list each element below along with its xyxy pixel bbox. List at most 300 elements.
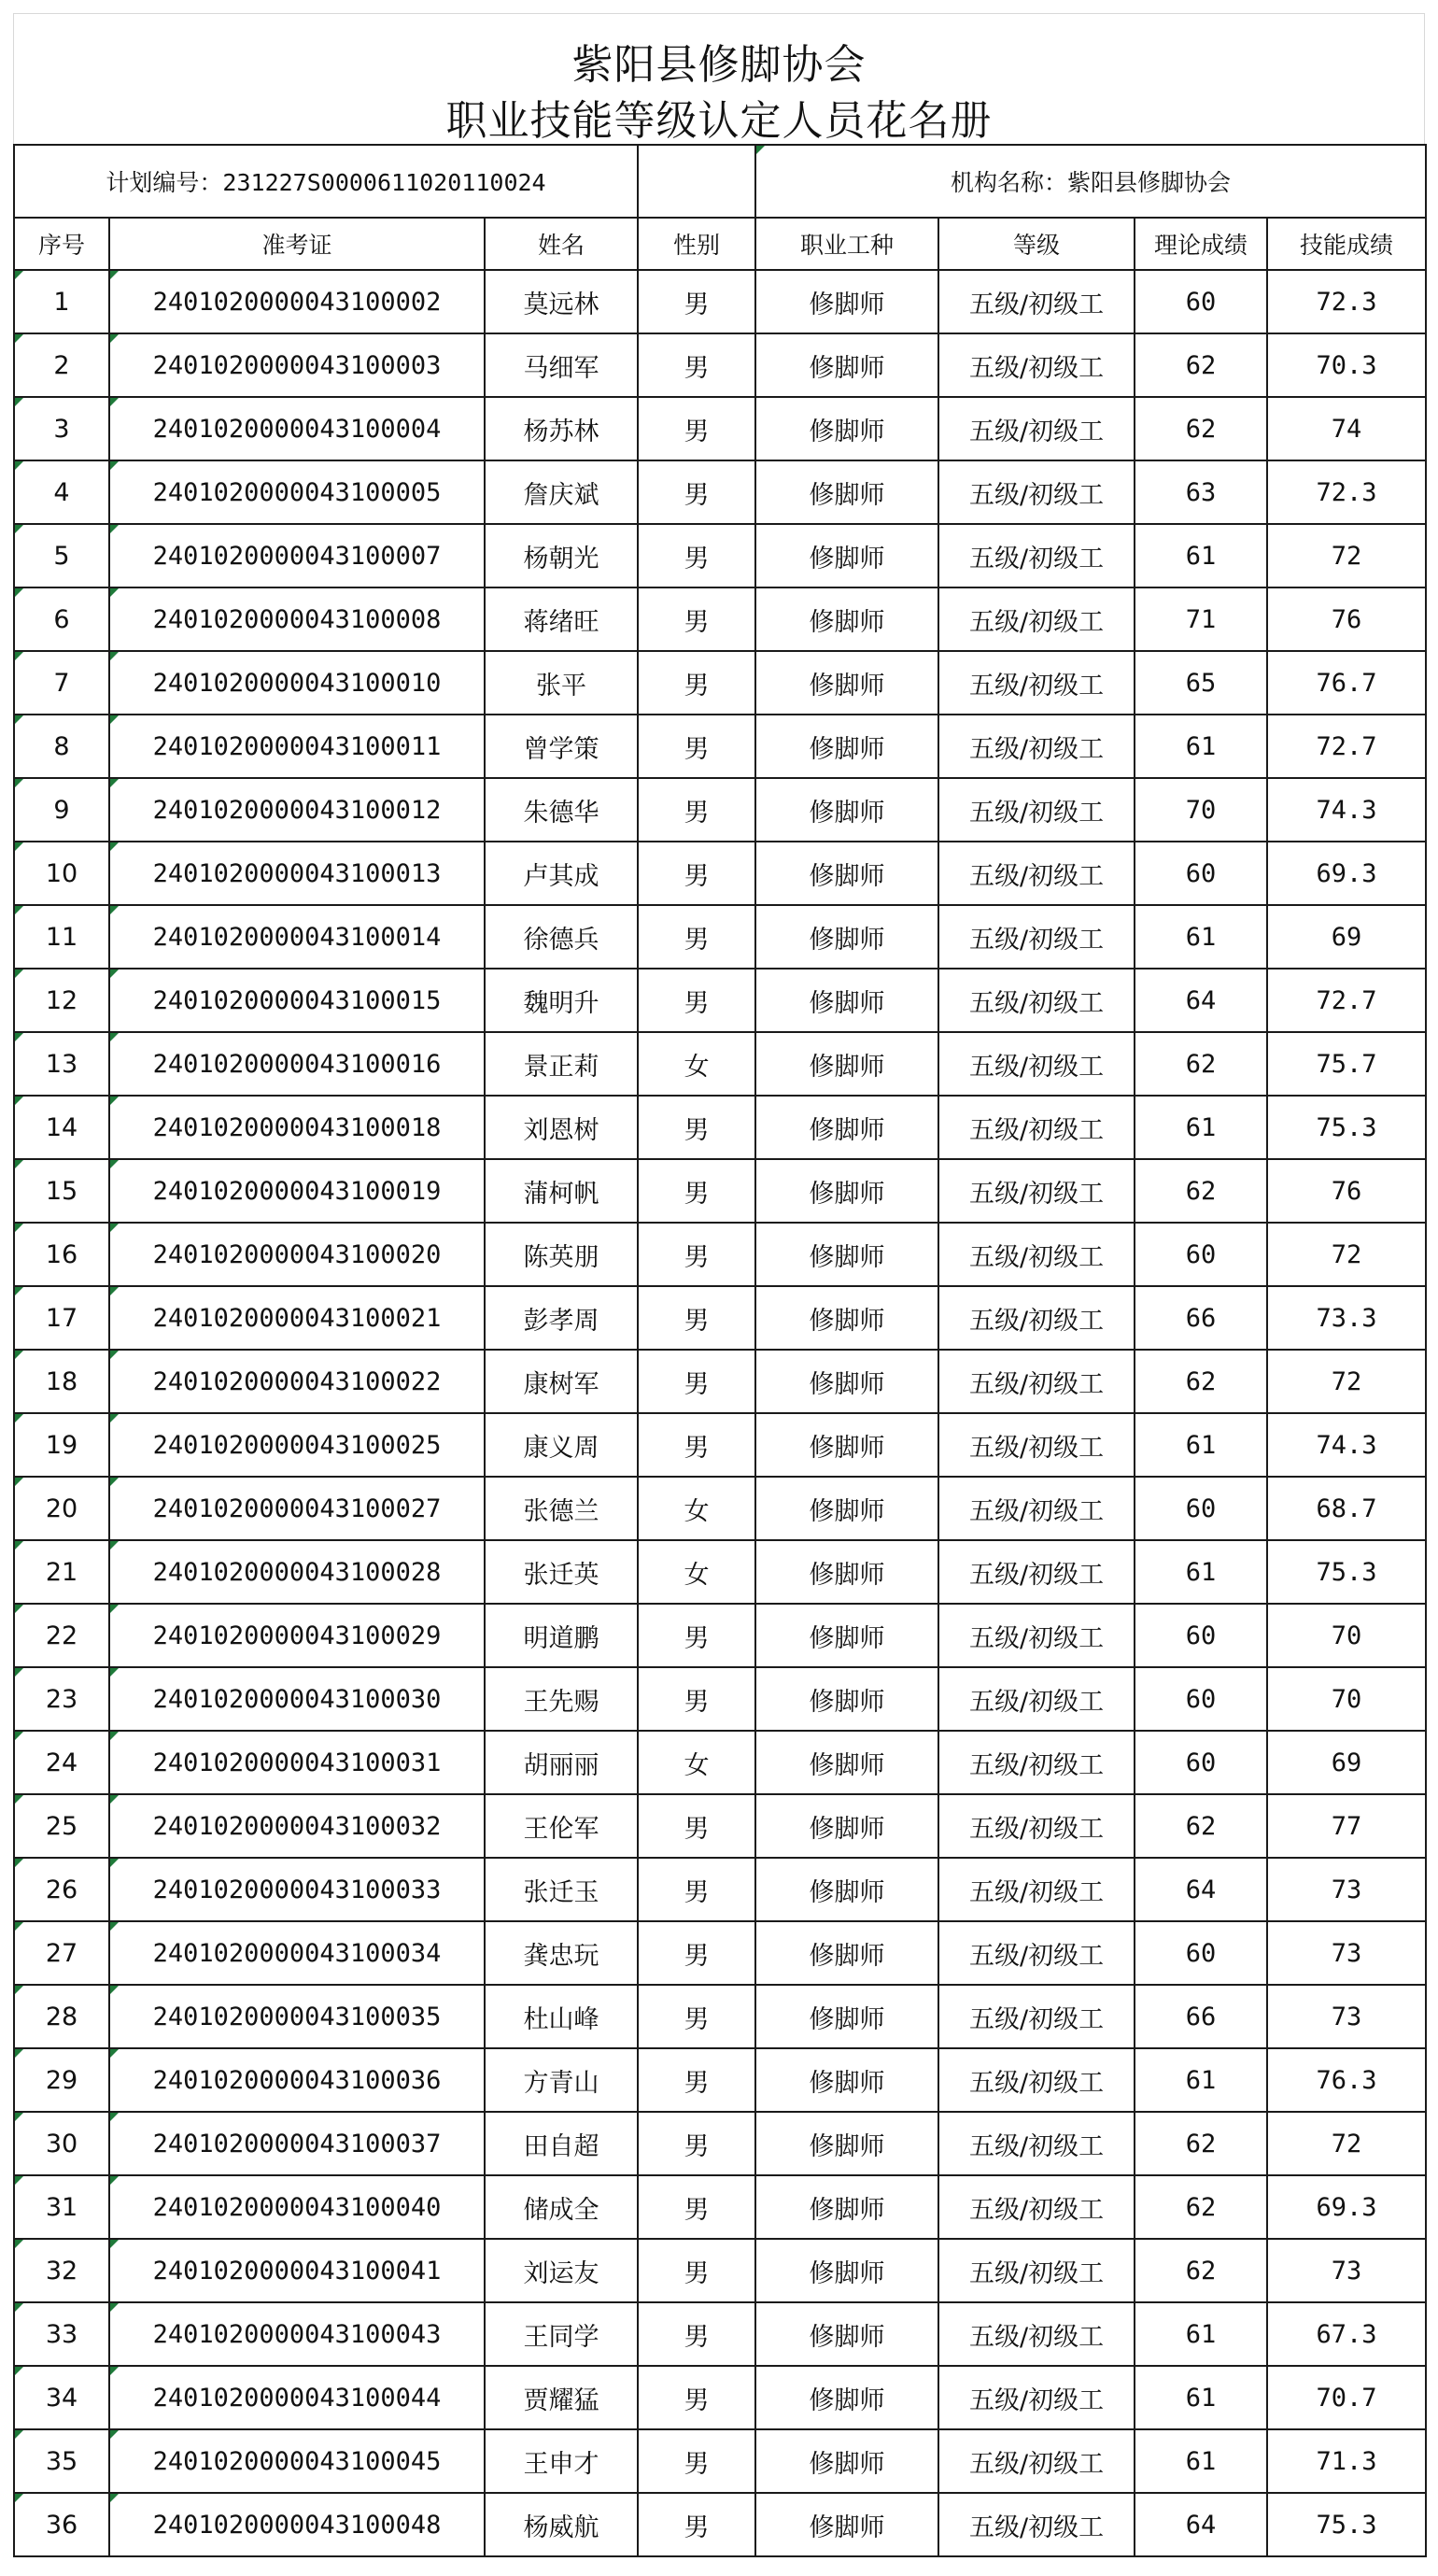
skill-score-cell: 72: [1267, 1223, 1426, 1286]
document-title: 紫阳县修脚协会: [571, 41, 867, 89]
exam-id-cell: 2401020000043100005: [109, 460, 485, 524]
skill-score-cell: 76: [1267, 1159, 1426, 1223]
gender-cell: 女: [638, 1731, 755, 1794]
table-row: [14, 2048, 1426, 2112]
gender-cell: 男: [638, 2175, 755, 2239]
table-row: [14, 1032, 1426, 1096]
skill-score-cell: 70: [1267, 1604, 1426, 1667]
skill-score-cell: 73: [1267, 1858, 1426, 1921]
theory-score-cell: 60: [1135, 842, 1267, 905]
table-row: [14, 905, 1426, 969]
skill-score-cell: 75.7: [1267, 1032, 1426, 1096]
gender-cell: 男: [638, 1413, 755, 1477]
theory-score-cell: 62: [1135, 1159, 1267, 1223]
table-row: [14, 1794, 1426, 1858]
name-cell: 朱德华: [485, 778, 638, 842]
name-cell: 卢其成: [485, 842, 638, 905]
row-number: 26: [14, 1858, 109, 1921]
level-cell: 五级/初级工: [938, 905, 1135, 969]
job-cell: 修脚师: [755, 1921, 938, 1985]
skill-score-cell: 72: [1267, 2112, 1426, 2175]
gender-cell: 男: [638, 842, 755, 905]
name-cell: 詹庆斌: [485, 460, 638, 524]
job-cell: 修脚师: [755, 587, 938, 651]
theory-score-cell: 61: [1135, 2048, 1267, 2112]
exam-id-cell: 2401020000043100045: [109, 2429, 485, 2493]
job-cell: 修脚师: [755, 1540, 938, 1604]
exam-id-cell: 2401020000043100008: [109, 587, 485, 651]
table-row: [14, 270, 1426, 333]
col-header-level: 等级: [938, 218, 1135, 270]
skill-score-cell: 72: [1267, 1350, 1426, 1413]
theory-score-cell: 62: [1135, 1350, 1267, 1413]
gender-cell: 男: [638, 1794, 755, 1858]
job-cell: 修脚师: [755, 1096, 938, 1159]
level-cell: 五级/初级工: [938, 1032, 1135, 1096]
level-cell: 五级/初级工: [938, 1794, 1135, 1858]
exam-id-cell: 2401020000043100025: [109, 1413, 485, 1477]
name-cell: 张迁英: [485, 1540, 638, 1604]
row-number: 12: [14, 969, 109, 1032]
level-cell: 五级/初级工: [938, 1731, 1135, 1794]
row-number: 23: [14, 1667, 109, 1731]
table-row: [14, 1096, 1426, 1159]
row-number: 22: [14, 1604, 109, 1667]
job-cell: 修脚师: [755, 969, 938, 1032]
gender-cell: 男: [638, 1159, 755, 1223]
theory-score-cell: 62: [1135, 1794, 1267, 1858]
gender-cell: 男: [638, 1350, 755, 1413]
level-cell: 五级/初级工: [938, 1413, 1135, 1477]
skill-score-cell: 71.3: [1267, 2429, 1426, 2493]
skill-score-cell: 70.7: [1267, 2366, 1426, 2429]
gender-cell: 男: [638, 1286, 755, 1350]
exam-id-cell: 2401020000043100028: [109, 1540, 485, 1604]
name-cell: 王申才: [485, 2429, 638, 2493]
theory-score-cell: 65: [1135, 651, 1267, 715]
row-number: 10: [14, 842, 109, 905]
job-cell: 修脚师: [755, 1667, 938, 1731]
row-number: 15: [14, 1159, 109, 1223]
row-number: 5: [14, 524, 109, 587]
document-subtitle: 职业技能等级认定人员花名册: [445, 97, 993, 145]
level-cell: 五级/初级工: [938, 333, 1135, 397]
table-row: [14, 1477, 1426, 1540]
gender-cell: 男: [638, 587, 755, 651]
level-cell: 五级/初级工: [938, 1159, 1135, 1223]
row-number: 25: [14, 1794, 109, 1858]
name-cell: 胡丽丽: [485, 1731, 638, 1794]
job-cell: 修脚师: [755, 905, 938, 969]
skill-score-cell: 75.3: [1267, 1096, 1426, 1159]
exam-id-cell: 2401020000043100014: [109, 905, 485, 969]
organization-name: 机构名称：紫阳县修脚协会: [755, 145, 1426, 218]
level-cell: 五级/初级工: [938, 2429, 1135, 2493]
theory-score-cell: 62: [1135, 397, 1267, 460]
exam-id-cell: 2401020000043100037: [109, 2112, 485, 2175]
name-cell: 莫远林: [485, 270, 638, 333]
gender-cell: 男: [638, 715, 755, 778]
job-cell: 修脚师: [755, 1477, 938, 1540]
col-header-skill-score: 技能成绩: [1267, 218, 1426, 270]
theory-score-cell: 61: [1135, 1540, 1267, 1604]
exam-id-cell: 2401020000043100013: [109, 842, 485, 905]
level-cell: 五级/初级工: [938, 460, 1135, 524]
gender-cell: 男: [638, 1921, 755, 1985]
level-cell: 五级/初级工: [938, 2175, 1135, 2239]
table-row: [14, 1350, 1426, 1413]
gender-cell: 男: [638, 2429, 755, 2493]
exam-id-cell: 2401020000043100022: [109, 1350, 485, 1413]
exam-id-cell: 2401020000043100034: [109, 1921, 485, 1985]
job-cell: 修脚师: [755, 2493, 938, 2556]
row-number: 29: [14, 2048, 109, 2112]
exam-id-cell: 2401020000043100004: [109, 397, 485, 460]
col-header-theory-score: 理论成绩: [1135, 218, 1267, 270]
table-row: [14, 1604, 1426, 1667]
theory-score-cell: 60: [1135, 270, 1267, 333]
title-box: [13, 13, 1425, 145]
gender-cell: 女: [638, 1032, 755, 1096]
job-cell: 修脚师: [755, 397, 938, 460]
gender-cell: 男: [638, 2112, 755, 2175]
table-row: [14, 1223, 1426, 1286]
job-cell: 修脚师: [755, 333, 938, 397]
table-row: [14, 842, 1426, 905]
name-cell: 方青山: [485, 2048, 638, 2112]
table-row: [14, 2302, 1426, 2366]
name-cell: 马细军: [485, 333, 638, 397]
job-cell: 修脚师: [755, 715, 938, 778]
gender-cell: 男: [638, 2366, 755, 2429]
gender-cell: 男: [638, 1985, 755, 2048]
row-number: 31: [14, 2175, 109, 2239]
theory-score-cell: 63: [1135, 460, 1267, 524]
col-header-exam-id: 准考证: [109, 218, 485, 270]
table-row: [14, 2112, 1426, 2175]
exam-id-cell: 2401020000043100048: [109, 2493, 485, 2556]
level-cell: 五级/初级工: [938, 1985, 1135, 2048]
gender-cell: 男: [638, 651, 755, 715]
name-cell: 陈英朋: [485, 1223, 638, 1286]
job-cell: 修脚师: [755, 1731, 938, 1794]
theory-score-cell: 60: [1135, 1477, 1267, 1540]
name-cell: 田自超: [485, 2112, 638, 2175]
gender-cell: 女: [638, 1540, 755, 1604]
level-cell: 五级/初级工: [938, 1667, 1135, 1731]
row-number: 30: [14, 2112, 109, 2175]
gender-cell: 男: [638, 969, 755, 1032]
level-cell: 五级/初级工: [938, 2366, 1135, 2429]
roster-table: [13, 144, 1427, 2557]
skill-score-cell: 72.7: [1267, 715, 1426, 778]
exam-id-cell: 2401020000043100043: [109, 2302, 485, 2366]
job-cell: 修脚师: [755, 778, 938, 842]
skill-score-cell: 72: [1267, 524, 1426, 587]
row-number: 6: [14, 587, 109, 651]
col-header-no: 序号: [14, 218, 109, 270]
skill-score-cell: 76.3: [1267, 2048, 1426, 2112]
name-cell: 王同学: [485, 2302, 638, 2366]
exam-id-cell: 2401020000043100027: [109, 1477, 485, 1540]
name-cell: 明道鹏: [485, 1604, 638, 1667]
theory-score-cell: 64: [1135, 969, 1267, 1032]
level-cell: 五级/初级工: [938, 1858, 1135, 1921]
name-cell: 杨威航: [485, 2493, 638, 2556]
level-cell: 五级/初级工: [938, 651, 1135, 715]
skill-score-cell: 69.3: [1267, 2175, 1426, 2239]
job-cell: 修脚师: [755, 2429, 938, 2493]
job-cell: 修脚师: [755, 2175, 938, 2239]
row-number: 28: [14, 1985, 109, 2048]
exam-id-cell: 2401020000043100041: [109, 2239, 485, 2302]
gender-cell: 男: [638, 397, 755, 460]
row-number: 11: [14, 905, 109, 969]
theory-score-cell: 62: [1135, 2112, 1267, 2175]
job-cell: 修脚师: [755, 1223, 938, 1286]
theory-score-cell: 60: [1135, 1731, 1267, 1794]
level-cell: 五级/初级工: [938, 1286, 1135, 1350]
theory-score-cell: 61: [1135, 905, 1267, 969]
skill-score-cell: 70: [1267, 1667, 1426, 1731]
exam-id-cell: 2401020000043100015: [109, 969, 485, 1032]
name-cell: 储成全: [485, 2175, 638, 2239]
level-cell: 五级/初级工: [938, 778, 1135, 842]
skill-score-cell: 72.3: [1267, 270, 1426, 333]
gender-cell: 男: [638, 1223, 755, 1286]
skill-score-cell: 73: [1267, 1921, 1426, 1985]
skill-score-cell: 69.3: [1267, 842, 1426, 905]
theory-score-cell: 61: [1135, 1413, 1267, 1477]
theory-score-cell: 61: [1135, 2429, 1267, 2493]
gender-cell: 男: [638, 2048, 755, 2112]
table-row: [14, 1985, 1426, 2048]
name-cell: 康树军: [485, 1350, 638, 1413]
skill-score-cell: 74.3: [1267, 778, 1426, 842]
row-number: 16: [14, 1223, 109, 1286]
header-row: [14, 218, 1426, 270]
theory-score-cell: 60: [1135, 1223, 1267, 1286]
skill-score-cell: 75.3: [1267, 1540, 1426, 1604]
job-cell: 修脚师: [755, 2302, 938, 2366]
exam-id-cell: 2401020000043100031: [109, 1731, 485, 1794]
job-cell: 修脚师: [755, 1858, 938, 1921]
theory-score-cell: 61: [1135, 1096, 1267, 1159]
level-cell: 五级/初级工: [938, 1223, 1135, 1286]
gender-cell: 男: [638, 2493, 755, 2556]
theory-score-cell: 62: [1135, 333, 1267, 397]
name-cell: 杨朝光: [485, 524, 638, 587]
name-cell: 王伦军: [485, 1794, 638, 1858]
exam-id-cell: 2401020000043100030: [109, 1667, 485, 1731]
name-cell: 张德兰: [485, 1477, 638, 1540]
name-cell: 杜山峰: [485, 1985, 638, 2048]
job-cell: 修脚师: [755, 270, 938, 333]
exam-id-cell: 2401020000043100019: [109, 1159, 485, 1223]
row-number: 9: [14, 778, 109, 842]
name-cell: 蒲柯帆: [485, 1159, 638, 1223]
job-cell: 修脚师: [755, 2048, 938, 2112]
row-number: 4: [14, 460, 109, 524]
gender-cell: 男: [638, 905, 755, 969]
level-cell: 五级/初级工: [938, 2493, 1135, 2556]
exam-id-cell: 2401020000043100033: [109, 1858, 485, 1921]
table-row: [14, 1731, 1426, 1794]
row-number: 36: [14, 2493, 109, 2556]
table-row: [14, 460, 1426, 524]
name-cell: 龚忠玩: [485, 1921, 638, 1985]
gender-cell: 男: [638, 460, 755, 524]
theory-score-cell: 62: [1135, 2239, 1267, 2302]
exam-id-cell: 2401020000043100044: [109, 2366, 485, 2429]
table-row: [14, 2175, 1426, 2239]
table-row: [14, 715, 1426, 778]
skill-score-cell: 74.3: [1267, 1413, 1426, 1477]
level-cell: 五级/初级工: [938, 842, 1135, 905]
level-cell: 五级/初级工: [938, 524, 1135, 587]
col-header-name: 姓名: [485, 218, 638, 270]
level-cell: 五级/初级工: [938, 270, 1135, 333]
gender-cell: 男: [638, 1667, 755, 1731]
name-cell: 张平: [485, 651, 638, 715]
table-row: [14, 397, 1426, 460]
theory-score-cell: 60: [1135, 1921, 1267, 1985]
gender-cell: 男: [638, 524, 755, 587]
level-cell: 五级/初级工: [938, 1477, 1135, 1540]
theory-score-cell: 61: [1135, 2366, 1267, 2429]
row-number: 8: [14, 715, 109, 778]
table-row: [14, 1858, 1426, 1921]
exam-id-cell: 2401020000043100016: [109, 1032, 485, 1096]
table-row: [14, 1921, 1426, 1985]
gender-cell: 男: [638, 778, 755, 842]
level-cell: 五级/初级工: [938, 1921, 1135, 1985]
job-cell: 修脚师: [755, 1985, 938, 2048]
name-cell: 徐德兵: [485, 905, 638, 969]
theory-score-cell: 60: [1135, 1667, 1267, 1731]
level-cell: 五级/初级工: [938, 2048, 1135, 2112]
exam-id-cell: 2401020000043100036: [109, 2048, 485, 2112]
table-row: [14, 778, 1426, 842]
skill-score-cell: 70.3: [1267, 333, 1426, 397]
gender-cell: 男: [638, 1096, 755, 1159]
exam-id-cell: 2401020000043100003: [109, 333, 485, 397]
table-row: [14, 969, 1426, 1032]
table-row: [14, 1540, 1426, 1604]
exam-id-cell: 2401020000043100035: [109, 1985, 485, 2048]
exam-id-cell: 2401020000043100012: [109, 778, 485, 842]
level-cell: 五级/初级工: [938, 1350, 1135, 1413]
job-cell: 修脚师: [755, 651, 938, 715]
col-header-gender: 性别: [638, 218, 755, 270]
row-number: 1: [14, 270, 109, 333]
level-cell: 五级/初级工: [938, 1604, 1135, 1667]
job-cell: 修脚师: [755, 1159, 938, 1223]
row-number: 34: [14, 2366, 109, 2429]
col-header-job: 职业工种: [755, 218, 938, 270]
level-cell: 五级/初级工: [938, 2302, 1135, 2366]
row-number: 17: [14, 1286, 109, 1350]
exam-id-cell: 2401020000043100021: [109, 1286, 485, 1350]
skill-score-cell: 72.7: [1267, 969, 1426, 1032]
theory-score-cell: 70: [1135, 778, 1267, 842]
row-number: 32: [14, 2239, 109, 2302]
name-cell: 蒋绪旺: [485, 587, 638, 651]
theory-score-cell: 64: [1135, 1858, 1267, 1921]
gender-cell: 男: [638, 1858, 755, 1921]
job-cell: 修脚师: [755, 1604, 938, 1667]
level-cell: 五级/初级工: [938, 1096, 1135, 1159]
name-cell: 景正莉: [485, 1032, 638, 1096]
theory-score-cell: 61: [1135, 524, 1267, 587]
row-number: 35: [14, 2429, 109, 2493]
theory-score-cell: 62: [1135, 1032, 1267, 1096]
name-cell: 魏明升: [485, 969, 638, 1032]
exam-id-cell: 2401020000043100029: [109, 1604, 485, 1667]
gender-cell: 男: [638, 2239, 755, 2302]
table-row: [14, 1159, 1426, 1223]
table-row: [14, 333, 1426, 397]
table-row: [14, 1286, 1426, 1350]
skill-score-cell: 69: [1267, 1731, 1426, 1794]
name-cell: 康义周: [485, 1413, 638, 1477]
name-cell: 王先赐: [485, 1667, 638, 1731]
level-cell: 五级/初级工: [938, 715, 1135, 778]
gender-cell: 男: [638, 270, 755, 333]
theory-score-cell: 62: [1135, 2175, 1267, 2239]
table-row: [14, 1667, 1426, 1731]
table-row: [14, 2493, 1426, 2556]
skill-score-cell: 76: [1267, 587, 1426, 651]
skill-score-cell: 69: [1267, 905, 1426, 969]
skill-score-cell: 77: [1267, 1794, 1426, 1858]
table-row: [14, 2239, 1426, 2302]
row-number: 19: [14, 1413, 109, 1477]
row-number: 2: [14, 333, 109, 397]
skill-score-cell: 75.3: [1267, 2493, 1426, 2556]
job-cell: 修脚师: [755, 2366, 938, 2429]
name-cell: 张迁玉: [485, 1858, 638, 1921]
name-cell: 彭孝周: [485, 1286, 638, 1350]
exam-id-cell: 2401020000043100032: [109, 1794, 485, 1858]
theory-score-cell: 60: [1135, 1604, 1267, 1667]
job-cell: 修脚师: [755, 1350, 938, 1413]
skill-score-cell: 74: [1267, 397, 1426, 460]
row-number: 21: [14, 1540, 109, 1604]
exam-id-cell: 2401020000043100002: [109, 270, 485, 333]
table-row: [14, 524, 1426, 587]
job-cell: 修脚师: [755, 460, 938, 524]
name-cell: 刘恩树: [485, 1096, 638, 1159]
level-cell: 五级/初级工: [938, 397, 1135, 460]
name-cell: 曾学策: [485, 715, 638, 778]
theory-score-cell: 64: [1135, 2493, 1267, 2556]
table-row: [14, 651, 1426, 715]
plan-number: 计划编号：231227S0000611020110024: [14, 145, 638, 218]
level-cell: 五级/初级工: [938, 969, 1135, 1032]
name-cell: 刘运友: [485, 2239, 638, 2302]
theory-score-cell: 61: [1135, 2302, 1267, 2366]
level-cell: 五级/初级工: [938, 587, 1135, 651]
exam-id-cell: 2401020000043100007: [109, 524, 485, 587]
gender-cell: 男: [638, 2302, 755, 2366]
job-cell: 修脚师: [755, 524, 938, 587]
theory-score-cell: 71: [1135, 587, 1267, 651]
row-number: 33: [14, 2302, 109, 2366]
exam-id-cell: 2401020000043100040: [109, 2175, 485, 2239]
row-number: 24: [14, 1731, 109, 1794]
job-cell: 修脚师: [755, 1413, 938, 1477]
